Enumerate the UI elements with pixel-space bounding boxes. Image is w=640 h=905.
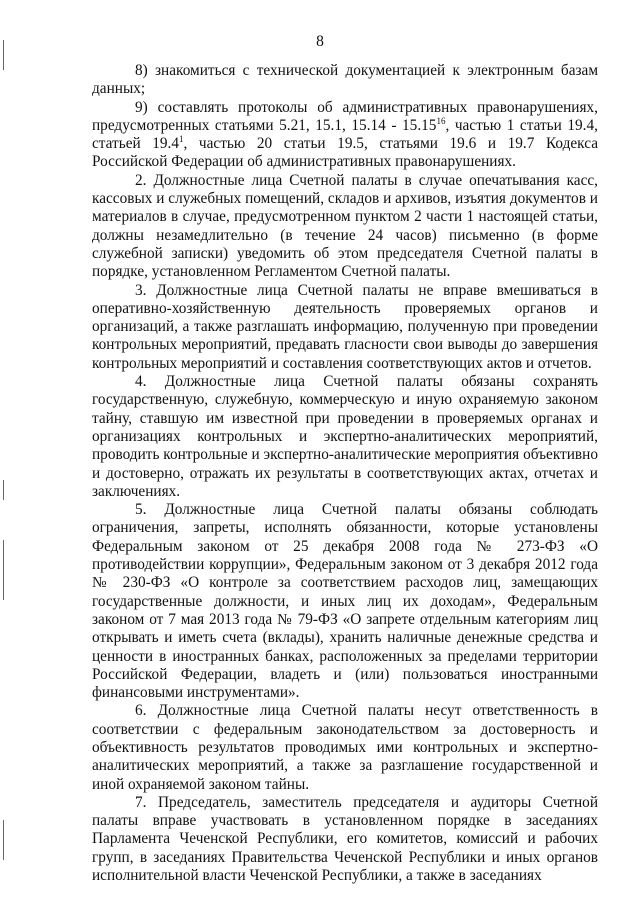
paragraph-text: 9) составлять протоколы об административных правонарушениях, предусмотренных статьями 5.21, 15.1, 15.14 - 15.15: [92, 98, 598, 134]
footnote-superscript: 16: [436, 115, 446, 126]
paragraph-3: 3. Должностные лица Счетной палаты не вправе вмешиваться в оперативно-хозяйственную деятельность проверяемых органов и организаций, а также разглашать информацию, полученную при проведении контрольных мероприятий, предавать гласности свои выводы до завершения контрольных мероприятий и составления соответствующих актов и отчетов.: [92, 281, 598, 372]
document-body: [92, 62, 598, 885]
paragraph-item-8: 8) знакомиться с технической документацией к электронным базам данных;: [92, 62, 598, 98]
paragraph-6: 6. Должностные лица Счетной палаты несут ответственность в соответствии с федеральным законодательством за достоверность и объективность результатов проводимых ими контрольных и экспертно-аналитических мероприятий, а также за разглашение государственной и иной охраняемой законом тайны.: [92, 702, 598, 793]
paragraph-5: 5. Должностные лица Счетной палаты обязаны соблюдать ограничения, запреты, исполнять обязанности, которые установлены Федеральным законом от 25 декабря 2008 года № 273-ФЗ «О противодействии коррупции», Федеральным законом от 3 декабря 2012 года № 230-ФЗ «О контроле за соответствием расходов лиц, замещающих государственные должности, и иных лиц их доходам», Федеральным законом от 7 мая 2013 года № 79-ФЗ «О запрете отдельным категориям лиц открывать и иметь счета (вклады), хранить наличные денежные средства и ценности в иностранных банках, расположенных за пределами территории Российской Федерации, владеть и (или) пользоваться иностранными финансовыми инструментами».: [92, 501, 598, 702]
paragraph-4: 4. Должностные лица Счетной палаты обязаны сохранять государственную, служебную, коммерческую и иную охраняемую законом тайну, ставшую им известной при проведении в проверяемых органах и организациях контрольных и экспертно-аналитических мероприятий, проводить контрольные и экспертно-аналитические мероприятия объективно и достоверно, отражать их результаты в соответствующих актах, отчетах и заключениях.: [92, 373, 598, 500]
paragraph-item-9: [92, 99, 598, 172]
page-number: 8: [316, 33, 324, 50]
paragraph-text: , частью 20 статьи 19.5, статьями 19.6 и 19.7 Кодекса Российской Федерации об административных правонарушениях.: [92, 135, 598, 171]
scan-edge-mark: [3, 820, 4, 860]
paragraph-2: 2. Должностные лица Счетной палаты в случае опечатывания касс, кассовых и служебных помещений, складов и архивов, изъятия документов и материалов в случае, предусмотренном пунктом 2 части 1 настоящей статьи, должны незамедлительно (в течение 24 часов) письменно (в форме служебной записки) уведомить об этом председателя Счетной палаты в порядке, установленном Регламентом Счетной палаты.: [92, 171, 598, 281]
scan-edge-mark: [3, 480, 4, 500]
footnote-superscript: 1: [179, 134, 184, 145]
paragraph-text: , частью 1 статьи 19.4, статьей 19.4: [92, 116, 598, 153]
scan-edge-mark: [3, 540, 4, 600]
paragraph-7: 7. Председатель, заместитель председателя и аудиторы Счетной палаты вправе участвовать в установленном порядке в заседаниях Парламента Чеченской Республики, его комитетов, комиссий и рабочих групп, в заседаниях Правительства Чеченской Республики и иных органов исполнительной власти Чеченской Республики, а также в заседаниях: [92, 793, 598, 885]
